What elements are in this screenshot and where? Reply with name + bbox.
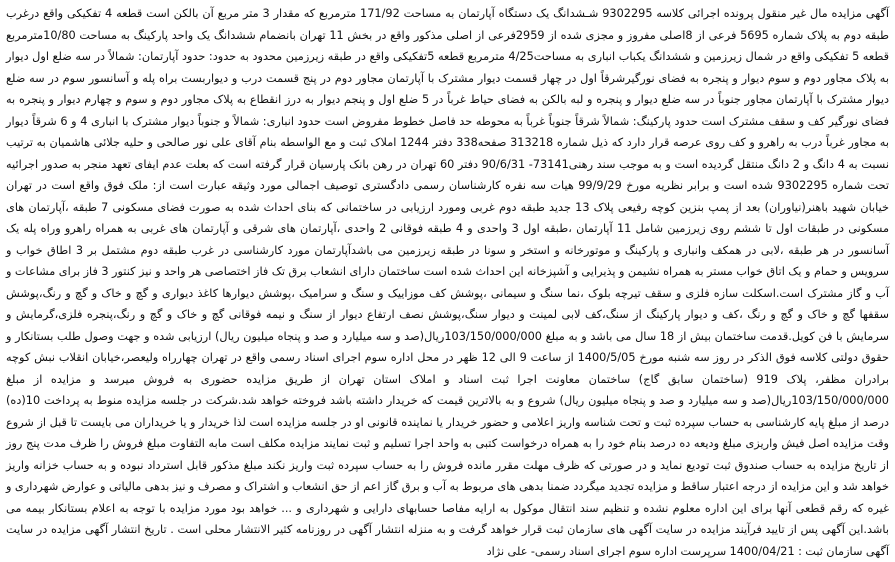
auction-notice-text: آگهی مزایده مال غیر منقول پرونده اجرائی کلاسه 9302295 شـشدانگ یک دستگاه آپارتمان به مساحت 171/92 مترمربع که مقدار 3 متر مربع آن بالکن است قطعه 4 تفکیکی واقع درغرب طبقه دوم به پلاک شماره 5695 فرعی از 8اصلی مفروز و مجزی شده از 2959فرعی از اصلی مذکور واقع در بخش 11 تهران بانضمام ششدانگ یک واحد پارکینگ به مساحت 10/80مترمربع قطعه 5 تفکیکی واقع در شمال زیرزمین و ششدانگ یکباب انباری به مساحت4/25 مترمربع قطعه 5تفکیکی واقع در طبقه زیرزمین محدود به حدود: حدود آپارتمان: شمالاً در سه ضلع اول دیوار به پلاک مجاور دوم و سوم دیوار و پنجره به فضای نورگیرشرقاً اول در چهار قسمت دیوار مشترک با آپارتمان مجاور دوم در پنج قسمت درب و دیواربست براه پله و آسانسور سوم در سه ضلع دیوار مشترک با آپارتمان مجاور جنوباً در سه ضلع دیوار و پنجره و لبه بالکن به فضای حیاط غرباً در 5 ضلع اول و پنجم دیوار به درز انقطاع به پلاک مجاور دوم و سوم و چهارم دیوار و پنجره به فضای نورگیر کف و سقف مشترک است حدود پارکینگ: شمالاً شرقاً جنوباً غرباً به محوطه حد فاصل خطوط مفروض است حدود انباری: شمالاً و جنوباً دیوار مشترک با انباری 4 و 6 شرقاً دیوار به مجاور غرباً درب به راهرو و کف روی عرصه قرار دارد که ذیل شماره 313218 صفحه338 دفتر 1244 املاک ثبت و مع الواسطه بنام آقای علی نور صالحی و حلیه جلائی هاشمیان به ترتیب نسبت به 4 دانگ و 2 دانگ منتقل گردیده است و به موجب سند رهنی73141- 90/6/31 دفتر 60 تهران در رهن بانک پارسیان قرار گرفته است که بعلت عدم ایفای تعهد منجر به صدور اجرائیه تحت شماره 9302295 شده است و برابر نظریه مورخ 99/9/29 هیات سه نفره کارشناسان رسمی دادگستری توصیف اجمالی مورد وثیقه عبارت است از: ملک فوق واقع است در تهران خیابان شهید باهنر(نیاوران) بعد از پمپ بنزین کوچه رفیعی پلاک 13 جدید طبقه دوم غربی ومورد ارزیابی در ساختمانی که بنای احداث شده به صورت فضای مسکونی 7 طبقه ،آپارتمان های مسکونی در طبقات اول تا ششم روی زیرزمین شامل 11 آپارتمان ،طبقه اول 3 واحدی و 4 طبقه فوقانی 2 واحدی ،آپارتمان های شرقی و آپارتمان های غربی به همراه راهرو وراه پله یک آسانسور در هر طبقه ،لابی در همکف وانباری و پارکینگ و موتورخانه و استخر و سونا در طبقه زیرزمین می باشدآپارتمان مورد کارشناسی در غرب طبقه دوم مشتمل بر 3 اطاق خواب و سرویس و حمام و یک اتاق خواب مستر به همراه نشیمن و پذیرایی و آشپزخانه این احداث شده است ساختمان دارای انشعاب برق تک فاز اختصاصی هر واحد و نیز کنتور 3 فاز برای مشاعات و آب و گاز مشترک است.اسکلت سازه فلزی و سقف تیرچه بلوک ،نما سنگ و سیمانی ،پوشش کف موزاییک و سنگ و سرامیک ،پوشش دیوارها کاغذ دیواری و گچ و خاک و گچ و رنگ،پوشش سقفها گچ و خاک و گچ و رنگ ،کف و دیوار پارکینگ از سنگ،کف لابی لمینت و دیوار سنگ،پوشش نصف ارتفاع دیوار از سنگ و نیمه فوقانی گچ و خاک و گچ و رنگ،پنجره فلزی،گرمایش و سرمایش با فن کویل.قدمت ساختمان بیش از 18 سال می باشد و به مبلغ 103/150/000/000ریال(صد و سه میلیارد و صد و پنجاه میلیون ریال) ارزیابی شده و جهت وصول طلب بستانکار و حقوق دولتی کلاسه فوق الذکر در روز سه شنبه مورخ 1400/5/05 از ساعت 9 الی 12 ظهر در محل اداره سوم اجرای اسناد رسمی واقع در تهران چهارراه ولیعصر،خیابان انقلاب نبش کوچه برادران مظفر، پلاک 919 (ساختمان سابق گاج) ساختمان معاونت اجرا ثبت اسناد و املاک استان تهران از طریق مزایده حضوری به فروش میرسد و مزایده از مبلغ 103/150/000/000ریال(صد و سه میلیارد و صد و پنجاه میلیون ریال) شروع و به بالاترین قیمت که خریدار داشته باشد فروخته خواهد شد.شرکت در جلسه مزایده منوط به پرداخت 10(ده) درصد از مبلغ پایه کارشناسی به حساب سپرده ثبت و تحت شناسه واریز اعلامی و حضور خریدار یا نماینده قانونی او در جلسه مزایده است لذا خریدار و یا خریداران می بایست تا قبل از شروع وقت مزایده اصل فیش واریزی مبلغ ودیعه ده درصد بنام خود را به همراه درخواست کتبی به واحد اجرا تسلیم و ثبت نمایند مزایده مکلف است مابه التفاوت مبلغ فروش را ظرف مدت پنج روز از تاریخ مزایده به حساب صندوق ثبت تودیع نماید و در صورتی که ظرف مهلت مقرر مانده فروش را به حساب سپرده ثبت واریز نکند مبلغ مذکور قابل استرداد نبوده و به حساب خزانه واریز خواهد شد و این مزایده از درجه اعتبار ساقط و مزایده تجدید میگردد ضمنا بدهی های مربوط به آب و برق گاز اعم از حق انشعاب و اشتراک و مصرف و نیز بدهی مالیاتی و عوارض شهرداری و غیره که رقم قطعی آنها برای این اداره معلوم نشده و تنظیم سند انتقال موکول به ارایه مفاصا حسابهای دارایی و شهرداری و ... خواهد بود مورد مزایده با توجه به اعلام بستانکار بیمه می باشد.این آگهی پس از تایید فرآیند مزایده در سایت آگهی های سازمان ثبت قرار خواهد گرفت و به منزله انتشار آگهی در روزنامه کثیر الانتشار محلی است . تاریخ انتشار آگهی مزایده در سایت آگهی سازمان ثبت : 1400/04/21 سرپرست اداره سوم اجرای اسناد رسمی- علی نژاد: [6, 7, 890, 558]
